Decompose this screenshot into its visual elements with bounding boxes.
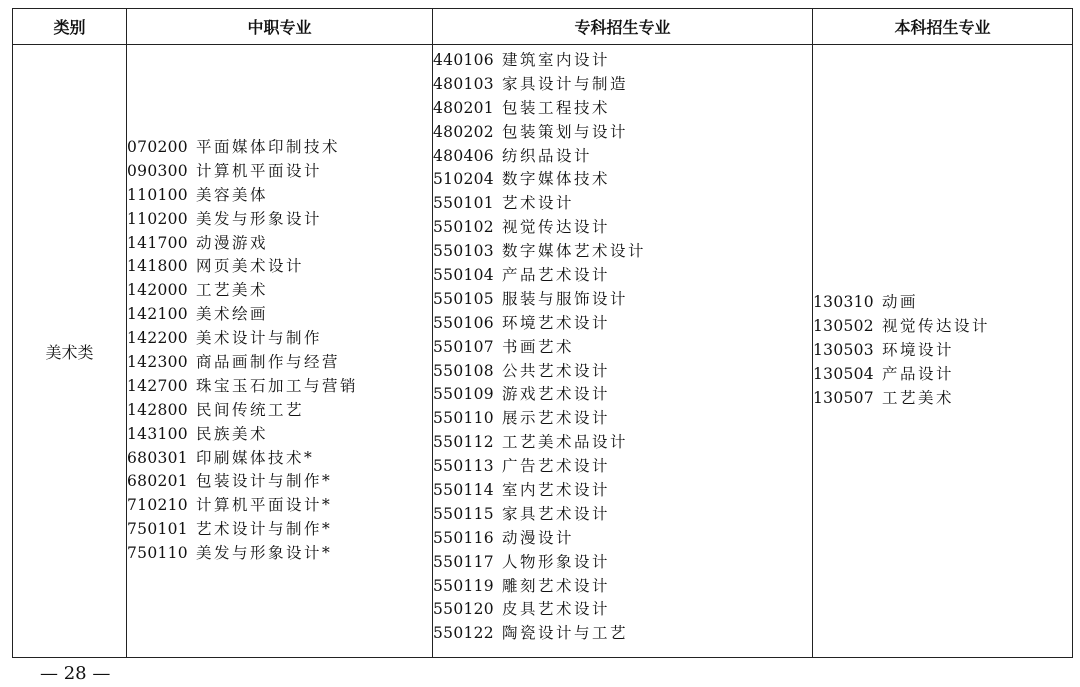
major-name: 包装工程技术	[501, 98, 610, 117]
major-code: 550103	[433, 242, 494, 261]
major-code: 130310	[813, 293, 874, 312]
major-name: 数字媒体艺术设计	[501, 242, 646, 261]
major-name: 广告艺术设计	[501, 457, 610, 476]
major-name: 美发与形象设计*	[195, 544, 333, 563]
list-item	[813, 363, 1072, 387]
list-item	[433, 575, 812, 599]
major-code: 143100	[127, 424, 188, 443]
list-item	[433, 503, 812, 527]
major-code: 710210	[127, 496, 188, 515]
major-code: 110200	[127, 209, 188, 228]
major-code: 550115	[433, 504, 494, 523]
major-name: 工艺美术	[195, 281, 268, 300]
major-name: 民间传统工艺	[195, 400, 304, 419]
list-item	[433, 407, 812, 431]
list-item	[433, 121, 812, 145]
list-item	[433, 598, 812, 622]
major-name: 计算机平面设计	[195, 161, 322, 180]
list-item	[433, 192, 812, 216]
benke-list	[813, 45, 1073, 658]
major-name: 人物形象设计	[501, 552, 610, 571]
major-code: 550116	[433, 528, 494, 547]
list-item	[127, 399, 432, 423]
major-code: 550120	[433, 600, 494, 619]
major-name: 书画艺术	[501, 337, 574, 356]
list-item	[433, 145, 812, 169]
list-item	[433, 383, 812, 407]
major-name: 工艺美术	[881, 388, 954, 407]
list-item	[433, 312, 812, 336]
list-item	[433, 360, 812, 384]
major-name: 美术绘画	[195, 305, 268, 324]
major-name: 网页美术设计	[195, 257, 304, 276]
major-code: 440106	[433, 51, 494, 69]
list-item	[433, 73, 812, 97]
major-code: 550112	[433, 433, 494, 452]
list-item	[433, 336, 812, 360]
major-code: 070200	[127, 137, 188, 156]
major-code: 550117	[433, 552, 494, 571]
major-name: 动画	[881, 293, 918, 312]
zhuanke-list	[433, 45, 813, 658]
list-item	[433, 240, 812, 264]
major-code: 550119	[433, 576, 494, 595]
major-name: 动漫设计	[501, 528, 574, 547]
major-name: 数字媒体技术	[501, 170, 610, 189]
major-code: 142700	[127, 376, 188, 395]
major-code: 510204	[433, 170, 494, 189]
major-code: 141800	[127, 257, 188, 276]
major-name: 民族美术	[195, 424, 268, 443]
list-item	[127, 255, 432, 279]
major-code: 130504	[813, 364, 874, 383]
major-name: 产品设计	[881, 364, 954, 383]
list-item	[127, 208, 432, 232]
major-name: 建筑室内设计	[501, 51, 610, 69]
major-name: 包装策划与设计	[501, 122, 628, 141]
major-name: 商品画制作与经营	[195, 353, 340, 371]
major-code: 550110	[433, 409, 494, 428]
major-name: 视觉传达设计	[881, 317, 990, 336]
major-name: 室内艺术设计	[501, 481, 610, 500]
major-name: 珠宝玉石加工与营销	[195, 376, 358, 395]
major-code: 130502	[813, 317, 874, 336]
major-code: 142100	[127, 305, 188, 324]
major-name: 动漫游戏	[195, 233, 268, 252]
major-name: 美术设计与制作	[195, 329, 322, 348]
list-item	[127, 327, 432, 351]
major-code: 142000	[127, 281, 188, 300]
major-name: 家具设计与制造	[501, 74, 628, 93]
major-name: 纺织品设计	[501, 146, 592, 165]
major-code: 130507	[813, 388, 874, 407]
header-row	[13, 9, 1073, 45]
major-name: 产品艺术设计	[501, 266, 610, 285]
major-name: 公共艺术设计	[501, 361, 610, 380]
list-item	[433, 264, 812, 288]
list-item	[433, 168, 812, 192]
list-item	[127, 279, 432, 303]
major-name: 游戏艺术设计	[501, 385, 610, 404]
major-name: 计算机平面设计*	[195, 496, 333, 515]
major-name: 陶瓷设计与工艺	[501, 624, 628, 643]
list-item	[433, 97, 812, 121]
major-code: 550109	[433, 385, 494, 404]
list-item	[433, 551, 812, 575]
major-code: 142800	[127, 400, 188, 419]
major-name: 印刷媒体技术*	[195, 448, 315, 467]
major-code: 110100	[127, 185, 188, 204]
major-code: 550114	[433, 481, 494, 500]
major-name: 艺术设计	[501, 194, 574, 213]
zhongzhi-list	[127, 45, 433, 658]
list-item	[813, 387, 1072, 411]
major-code: 680201	[127, 472, 188, 491]
major-name: 视觉传达设计	[501, 218, 610, 237]
list-item	[127, 494, 432, 518]
major-code: 480202	[433, 122, 494, 141]
major-code: 550101	[433, 194, 494, 213]
major-code: 130503	[813, 341, 874, 360]
major-code: 480103	[433, 74, 494, 93]
list-item	[813, 291, 1072, 315]
major-code: 750110	[127, 544, 188, 563]
major-name: 美容美体	[195, 185, 268, 204]
major-name: 环境艺术设计	[501, 313, 610, 332]
major-name: 家具艺术设计	[501, 504, 610, 523]
major-name: 皮具艺术设计	[501, 600, 610, 619]
major-code: 142300	[127, 353, 188, 371]
major-name: 艺术设计与制作*	[195, 520, 333, 539]
major-name: 包装设计与制作*	[195, 472, 333, 491]
major-name: 服装与服饰设计	[501, 289, 628, 308]
list-item	[433, 527, 812, 551]
major-name: 美发与形象设计	[195, 209, 322, 228]
major-code: 480201	[433, 98, 494, 117]
major-name: 平面媒体印制技术	[195, 137, 340, 156]
major-code: 550113	[433, 457, 494, 476]
page-number: — 28 —	[40, 663, 111, 684]
major-code: 141700	[127, 233, 188, 252]
major-code: 550102	[433, 218, 494, 237]
major-name: 环境设计	[881, 341, 954, 360]
major-code: 550122	[433, 624, 494, 643]
major-code: 550107	[433, 337, 494, 356]
list-item	[127, 184, 432, 208]
major-name: 展示艺术设计	[501, 409, 610, 428]
list-item	[433, 455, 812, 479]
list-item	[127, 542, 432, 566]
list-item	[127, 375, 432, 399]
list-item	[127, 160, 432, 184]
list-item	[433, 431, 812, 455]
header-category: 类别	[13, 9, 127, 45]
list-item	[433, 479, 812, 503]
header-benke: 本科招生专业	[813, 9, 1073, 45]
list-item	[433, 622, 812, 646]
major-code: 550106	[433, 313, 494, 332]
major-name: 工艺美术品设计	[501, 433, 628, 452]
list-item	[433, 216, 812, 240]
list-item	[127, 470, 432, 494]
list-item	[127, 351, 432, 375]
list-item	[813, 339, 1072, 363]
header-zhuanke: 专科招生专业	[433, 9, 813, 45]
major-code: 142200	[127, 329, 188, 348]
major-name: 雕刻艺术设计	[501, 576, 610, 595]
list-item	[433, 49, 812, 73]
major-code: 550105	[433, 289, 494, 308]
major-code: 480406	[433, 146, 494, 165]
major-table	[12, 8, 1073, 658]
header-zhongzhi: 中职专业	[127, 9, 433, 45]
table-row	[13, 45, 1073, 658]
major-code: 550108	[433, 361, 494, 380]
major-code: 680301	[127, 448, 188, 467]
list-item	[127, 232, 432, 256]
major-code: 090300	[127, 161, 188, 180]
list-item	[127, 136, 432, 160]
category-cell: 美术类	[13, 45, 127, 658]
list-item	[813, 315, 1072, 339]
list-item	[433, 288, 812, 312]
major-code: 550104	[433, 266, 494, 285]
list-item	[127, 518, 432, 542]
list-item	[127, 423, 432, 447]
list-item	[127, 303, 432, 327]
list-item	[127, 447, 432, 471]
major-code: 750101	[127, 520, 188, 539]
